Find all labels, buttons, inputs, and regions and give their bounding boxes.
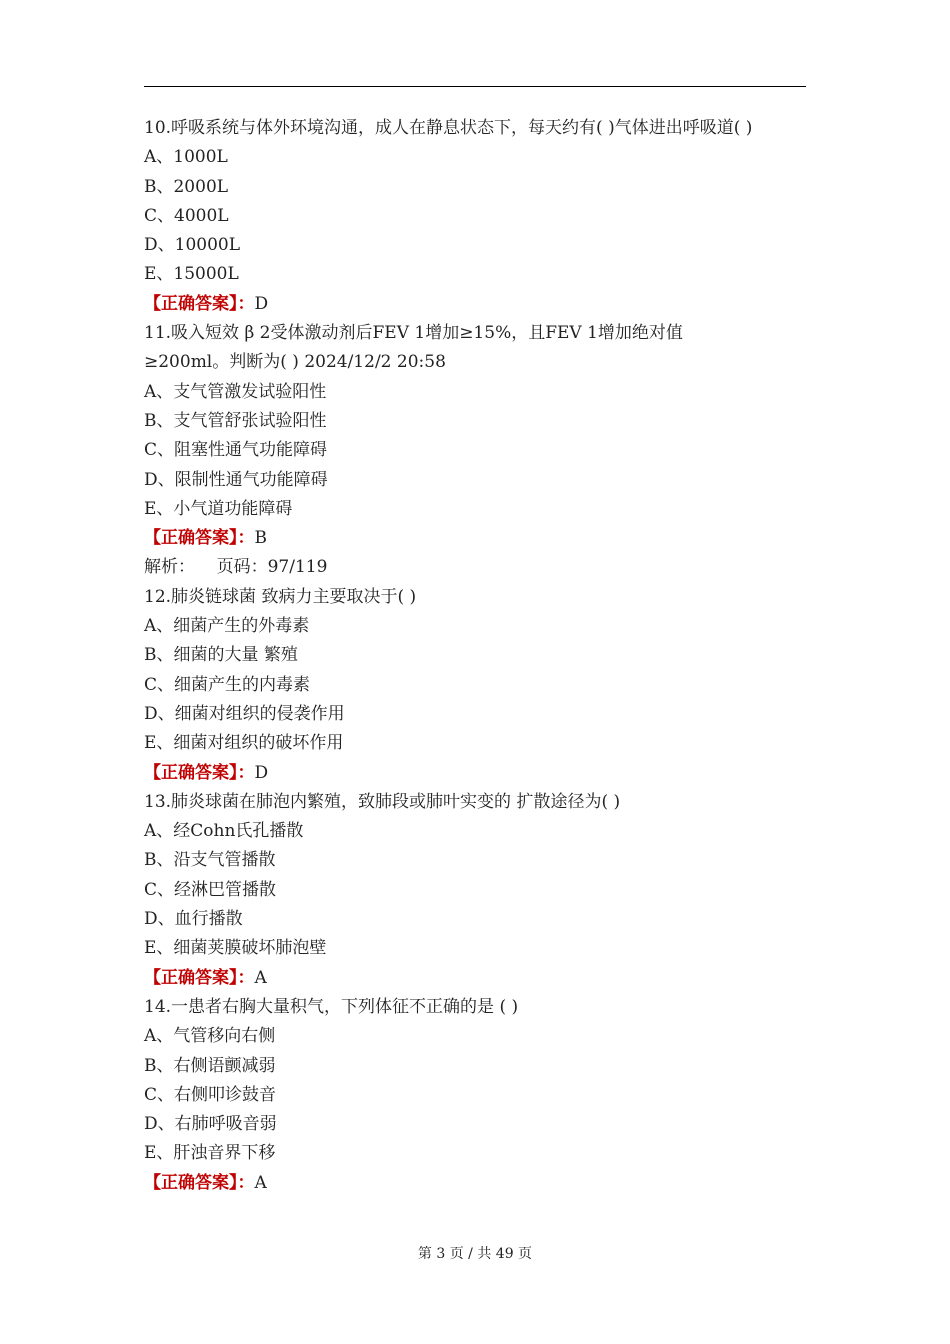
answer-line: [144, 1169, 806, 1198]
question-12: [144, 583, 806, 788]
analysis-line: 解析： 页码：97/119: [144, 557, 328, 578]
option-d: D、限制性通气功能障碍: [144, 469, 328, 490]
answer-label: 【正确答案】：: [144, 1172, 255, 1193]
option-a: A、支气管激发试验阳性: [144, 381, 327, 402]
option-b: B、细菌的大量 繁殖: [144, 645, 298, 666]
answer-label: 【正确答案】：: [144, 762, 255, 783]
option-e: E、肝浊音界下移: [144, 1143, 276, 1164]
answer-value: D: [254, 293, 269, 314]
option-e: E、15000L: [144, 264, 239, 285]
option-a: A、1000L: [144, 147, 228, 168]
option-a: A、细菌产生的外毒素: [144, 616, 310, 637]
option-b: B、支气管舒张试验阳性: [144, 410, 327, 431]
option-b: B、2000L: [144, 176, 229, 197]
answer-value: A: [254, 1172, 267, 1193]
answer-label: 【正确答案】：: [144, 528, 255, 549]
answer-line: [144, 964, 806, 993]
answer-value: D: [254, 762, 269, 783]
option-e: E、细菌荚膜破坏肺泡壁: [144, 938, 327, 959]
question-stem: 14.一患者右胸大量积气，下列体征不正确的是 ( ): [144, 996, 519, 1017]
option-d: D、10000L: [144, 235, 240, 256]
question-11: [144, 319, 806, 583]
option-c: C、阻塞性通气功能障碍: [144, 440, 328, 461]
option-a: A、经Cohn氏孔播散: [144, 821, 304, 842]
option-c: C、4000L: [144, 205, 229, 226]
answer-label: 【正确答案】：: [144, 967, 255, 988]
option-d: D、血行播散: [144, 909, 243, 930]
option-d: D、右肺呼吸音弱: [144, 1114, 277, 1135]
answer-line: [144, 290, 806, 319]
answer-value: A: [254, 967, 267, 988]
page-number: 第 3 页 / 共 49 页: [417, 1246, 533, 1262]
header-rule: [144, 86, 806, 87]
question-stem: 12.肺炎链球菌 致病力主要取决于( ): [144, 586, 417, 607]
question-stem: 10.呼吸系统与体外环境沟通，成人在静息状态下，每天约有( )气体进出呼吸道( ): [144, 118, 753, 138]
question-stem: 13.肺炎球菌在肺泡内繁殖，致肺段或肺叶实变的 扩散途径为( ): [144, 791, 621, 812]
question-list: [144, 114, 806, 1198]
question-10: [144, 114, 806, 319]
question-stem-line-2: ≥200ml。判断为( ) 2024/12/2 20:58: [144, 352, 446, 373]
answer-line: [144, 524, 806, 553]
page-footer: [0, 1243, 950, 1263]
option-b: B、沿支气管播散: [144, 850, 276, 871]
option-a: A、气管移向右侧: [144, 1026, 276, 1047]
answer-label: 【正确答案】：: [144, 293, 255, 314]
option-e: E、小气道功能障碍: [144, 498, 293, 519]
option-d: D、细菌对组织的侵袭作用: [144, 703, 345, 724]
answer-line: [144, 759, 806, 788]
answer-value: B: [254, 528, 267, 549]
option-c: C、经淋巴管播散: [144, 879, 277, 900]
option-c: C、右侧叩诊鼓音: [144, 1084, 277, 1105]
question-stem-line-1: 11.吸入短效 β 2受体激动剂后FEV 1增加≥15%，且FEV 1增加绝对值: [144, 323, 683, 344]
question-13: [144, 788, 806, 993]
question-14: [144, 993, 806, 1198]
option-e: E、细菌对组织的破坏作用: [144, 733, 344, 754]
option-c: C、细菌产生的内毒素: [144, 674, 311, 695]
option-b: B、右侧语颤减弱: [144, 1055, 276, 1076]
